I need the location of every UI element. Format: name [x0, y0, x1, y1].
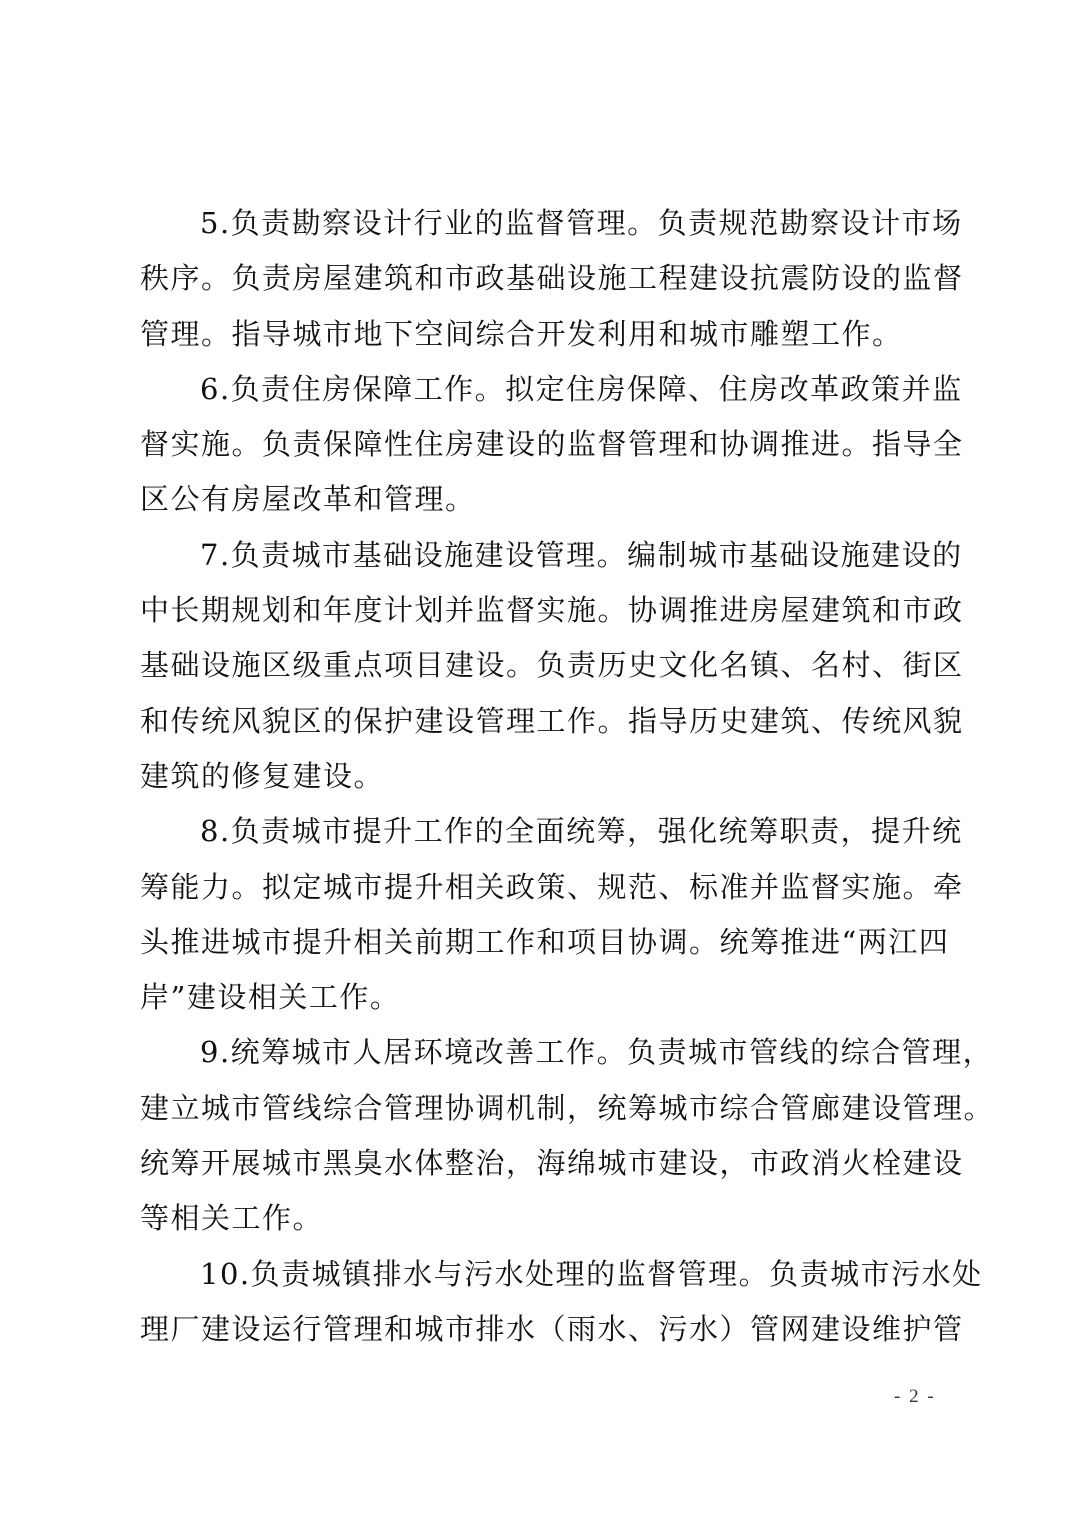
paragraph-line: 建立城市管线综合管理协调机制，统筹城市综合管廊建设管理。: [140, 1090, 995, 1125]
paragraph-item-6: [140, 362, 964, 528]
page-number: - 2 -: [894, 1386, 936, 1407]
paragraph-line: 区公有房屋改革和管理。: [140, 482, 476, 517]
paragraph-item-9: [140, 1025, 995, 1246]
paragraph-line: 中长期规划和年度计划并监督实施。协调推进房屋建筑和市政: [140, 593, 964, 628]
paragraph-line: 建筑的修复建设。: [140, 758, 385, 793]
paragraph-item-10: [140, 1247, 983, 1358]
paragraph-line: 岸”建设相关工作。: [140, 980, 401, 1015]
paragraph-line: 6.负责住房保障工作。拟定住房保障、住房改革政策并监: [200, 371, 963, 406]
paragraph-line: 秩序。负责房屋建筑和市政基础设施工程建设抗震防设的监督: [140, 261, 964, 296]
paragraph-line: 理厂建设运行管理和城市排水（雨水、污水）管网建设维护管: [140, 1311, 964, 1346]
paragraph-line: 10.负责城镇排水与污水处理的监督管理。负责城市污水处: [200, 1256, 983, 1291]
paragraph-line: 头推进城市提升相关前期工作和项目协调。统筹推进“两江四: [140, 924, 950, 959]
paragraph-line: 统筹开展城市黑臭水体整治，海绵城市建设，市政消火栓建设: [140, 1146, 964, 1181]
paragraph-line: 基础设施区级重点项目建设。负责历史文化名镇、名村、街区: [140, 648, 964, 683]
paragraph-line: 和传统风貌区的保护建设管理工作。指导历史建筑、传统风貌: [140, 703, 964, 738]
paragraph-line: 5.负责勘察设计行业的监督管理。负责规范勘察设计市场: [200, 206, 963, 240]
paragraph-item-7: [140, 528, 964, 804]
paragraph-line: 7.负责城市基础设施建设管理。编制城市基础设施建设的: [200, 537, 963, 572]
paragraph-line: 管理。指导城市地下空间综合开发利用和城市雕塑工作。: [140, 316, 903, 351]
document-body: [140, 196, 995, 1357]
paragraph-line: 等相关工作。: [140, 1201, 324, 1236]
paragraph-line: 督实施。负责保障性住房建设的监督管理和协调推进。指导全: [140, 427, 964, 462]
paragraph-item-8: [140, 804, 964, 1025]
paragraph-item-5: [140, 196, 964, 362]
paragraph-line: 筹能力。拟定城市提升相关政策、规范、标准并监督实施。牵: [140, 869, 964, 904]
paragraph-line: 8.负责城市提升工作的全面统筹，强化统筹职责，提升统: [200, 814, 963, 849]
paragraph-line: 9.统筹城市人居环境改善工作。负责城市管线的综合管理，: [200, 1035, 994, 1070]
